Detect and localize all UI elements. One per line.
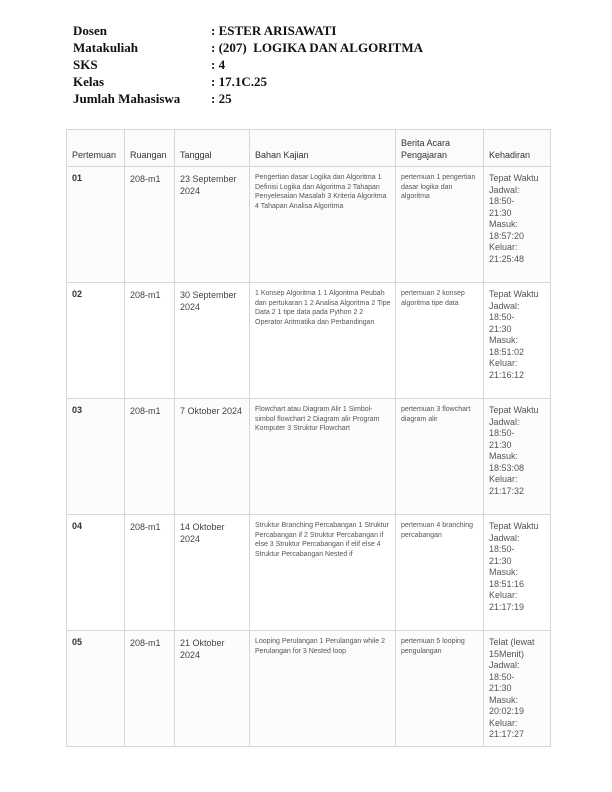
kehadiran-line: Keluar:	[489, 590, 518, 600]
kehadiran-line: 21:16:12	[489, 369, 525, 380]
tanggal-cell: 14 Oktober 2024	[175, 515, 250, 631]
kehadiran-line: 18:50-	[489, 428, 515, 438]
table-row	[67, 283, 551, 399]
kehadiran-line: Tepat Waktu	[489, 521, 539, 531]
kehadiran-line: 21:30	[489, 207, 512, 218]
berita-acara-cell: pertemuan 5 looping pengulangan	[396, 631, 484, 747]
header-value: : 25	[211, 91, 232, 106]
kehadiran-line: 18:50-	[489, 671, 515, 682]
kehadiran-line: 21:17:19	[489, 601, 525, 612]
kehadiran-line: 21:25:48	[489, 253, 525, 264]
kehadiran-cell	[484, 399, 551, 515]
bahan-kajian-cell: 1 Konsep Algoritma 1 1 Algoritma Peubah dan pertukaran 1 2 Analisa Algoritma 2 Tipe Data 2 1 tipe data pada Python 2 2 Operator Aritmatika dan Perbandingan	[250, 283, 396, 399]
kehadiran-line: 18:51:16	[489, 578, 525, 589]
kehadiran-line: 21:30	[489, 683, 512, 693]
course-header	[73, 22, 553, 107]
kehadiran-line: Tepat Waktu	[489, 173, 539, 183]
berita-acara-cell: pertemuan 4 branching percabangan	[396, 515, 484, 631]
kehadiran-line: Jadwal:	[489, 660, 520, 670]
header-row	[73, 90, 553, 107]
kehadiran-line: Keluar:	[489, 242, 518, 252]
tanggal-cell: 7 Oktober 2024	[175, 399, 250, 515]
bahan-kajian-cell: Flowchart atau Diagram Alir 1 Simbol-simbol flowchart 2 Diagram alir Program Komputer 3 Struktur Flowchart	[250, 399, 396, 515]
table-row	[67, 515, 551, 631]
kehadiran-line: Tepat Waktu	[489, 405, 539, 415]
header-value: : (207) LOGIKA DAN ALGORITMA	[211, 40, 423, 55]
kehadiran-line: Jadwal:	[489, 300, 520, 311]
header-label: SKS	[73, 57, 98, 72]
kehadiran-line: 21:30	[489, 555, 512, 566]
kehadiran-line: 21:30	[489, 323, 512, 334]
kehadiran-line: Keluar:	[489, 474, 518, 484]
berita-acara-cell: pertemuan 2 konsep algoritma tipe data	[396, 283, 484, 399]
col-header-berita-acara: Berita Acara Pengajaran	[396, 130, 484, 167]
kehadiran-cell	[484, 631, 551, 747]
bahan-kajian-cell: Looping Perulangan 1 Perulangan while 2 Perulangan for 3 Nested loop	[250, 631, 396, 747]
kehadiran-line: Keluar:	[489, 358, 518, 368]
kehadiran-line: Jadwal:	[489, 532, 520, 543]
kehadiran-line: 18:50-	[489, 196, 515, 206]
header-label: Kelas	[73, 74, 105, 89]
kehadiran-line: Masuk:	[489, 335, 519, 345]
ruangan-cell: 208-m1	[125, 515, 175, 631]
kehadiran-line: 18:57:20	[489, 230, 525, 241]
pertemuan-cell: 01	[67, 167, 125, 283]
kehadiran-line: 18:50-	[489, 312, 515, 322]
ruangan-cell: 208-m1	[125, 399, 175, 515]
kehadiran-cell	[484, 515, 551, 631]
header-label: Jumlah Mahasiswa	[73, 91, 181, 106]
kehadiran-line: 18:51:02	[489, 346, 525, 357]
kehadiran-cell	[484, 283, 551, 399]
kehadiran-line: Masuk:	[489, 694, 519, 705]
attendance-table	[66, 129, 551, 747]
header-label: Dosen	[73, 23, 107, 38]
kehadiran-line: Masuk:	[489, 567, 519, 577]
kehadiran-line: Masuk:	[489, 451, 519, 461]
tanggal-cell: 21 Oktober 2024	[175, 631, 250, 747]
header-value: : 4	[211, 57, 226, 72]
kehadiran-line: Telat (lewat 15Menit)	[489, 637, 535, 659]
table-header-row	[67, 130, 551, 167]
table-row	[67, 167, 551, 283]
kehadiran-line: 21:17:32	[489, 485, 525, 496]
col-header-tanggal: Tanggal	[175, 130, 250, 167]
header-value: : 17.1C.25	[211, 74, 267, 89]
kehadiran-line: Keluar:	[489, 717, 518, 728]
col-header-kehadiran: Kehadiran	[484, 130, 551, 167]
kehadiran-line: 18:53:08	[489, 462, 525, 473]
kehadiran-line: Tepat Waktu	[489, 289, 539, 299]
kehadiran-line: 18:50-	[489, 544, 515, 554]
kehadiran-line: Jadwal:	[489, 184, 520, 195]
bahan-kajian-cell: Struktur Branching Percabangan 1 Struktur Percabangan if 2 Struktur Percabangan if else 3 Struktur Percabangan if elif else 4 Struktur Percabangan Nested if	[250, 515, 396, 631]
tanggal-cell: 23 September 2024	[175, 167, 250, 283]
table-row	[67, 631, 551, 747]
header-row	[73, 73, 553, 90]
pertemuan-cell: 03	[67, 399, 125, 515]
header-label: Matakuliah	[73, 40, 139, 55]
bahan-kajian-cell: Pengertian dasar Logika dan Algoritma 1 Definisi Logika dan Algoritma 2 Tahapan Penyelesaian Masalah 3 Kriteria Algoritma 4 Tahapan Analisa Algoritma	[250, 167, 396, 283]
ruangan-cell: 208-m1	[125, 283, 175, 399]
header-row	[73, 39, 553, 56]
table-row	[67, 399, 551, 515]
pertemuan-cell: 04	[67, 515, 125, 631]
header-row	[73, 22, 553, 39]
col-header-pertemuan: Pertemuan	[67, 130, 125, 167]
berita-acara-cell: pertemuan 1 pengertian dasar logika dan algoritma	[396, 167, 484, 283]
kehadiran-line: 20:02:19	[489, 706, 525, 716]
kehadiran-line: 21:30	[489, 439, 512, 450]
header-value: : ESTER ARISAWATI	[211, 23, 337, 38]
kehadiran-line: Jadwal:	[489, 416, 520, 427]
berita-acara-cell: pertemuan 3 flowchart diagram alir	[396, 399, 484, 515]
ruangan-cell: 208-m1	[125, 631, 175, 747]
kehadiran-cell	[484, 167, 551, 283]
kehadiran-line: 21:17:27	[489, 729, 525, 739]
col-header-bahan-kajian: Bahan Kajian	[250, 130, 396, 167]
header-row	[73, 56, 553, 73]
col-header-ruangan: Ruangan	[125, 130, 175, 167]
tanggal-cell: 30 September 2024	[175, 283, 250, 399]
pertemuan-cell: 02	[67, 283, 125, 399]
pertemuan-cell: 05	[67, 631, 125, 747]
kehadiran-line: Masuk:	[489, 219, 519, 229]
ruangan-cell: 208-m1	[125, 167, 175, 283]
